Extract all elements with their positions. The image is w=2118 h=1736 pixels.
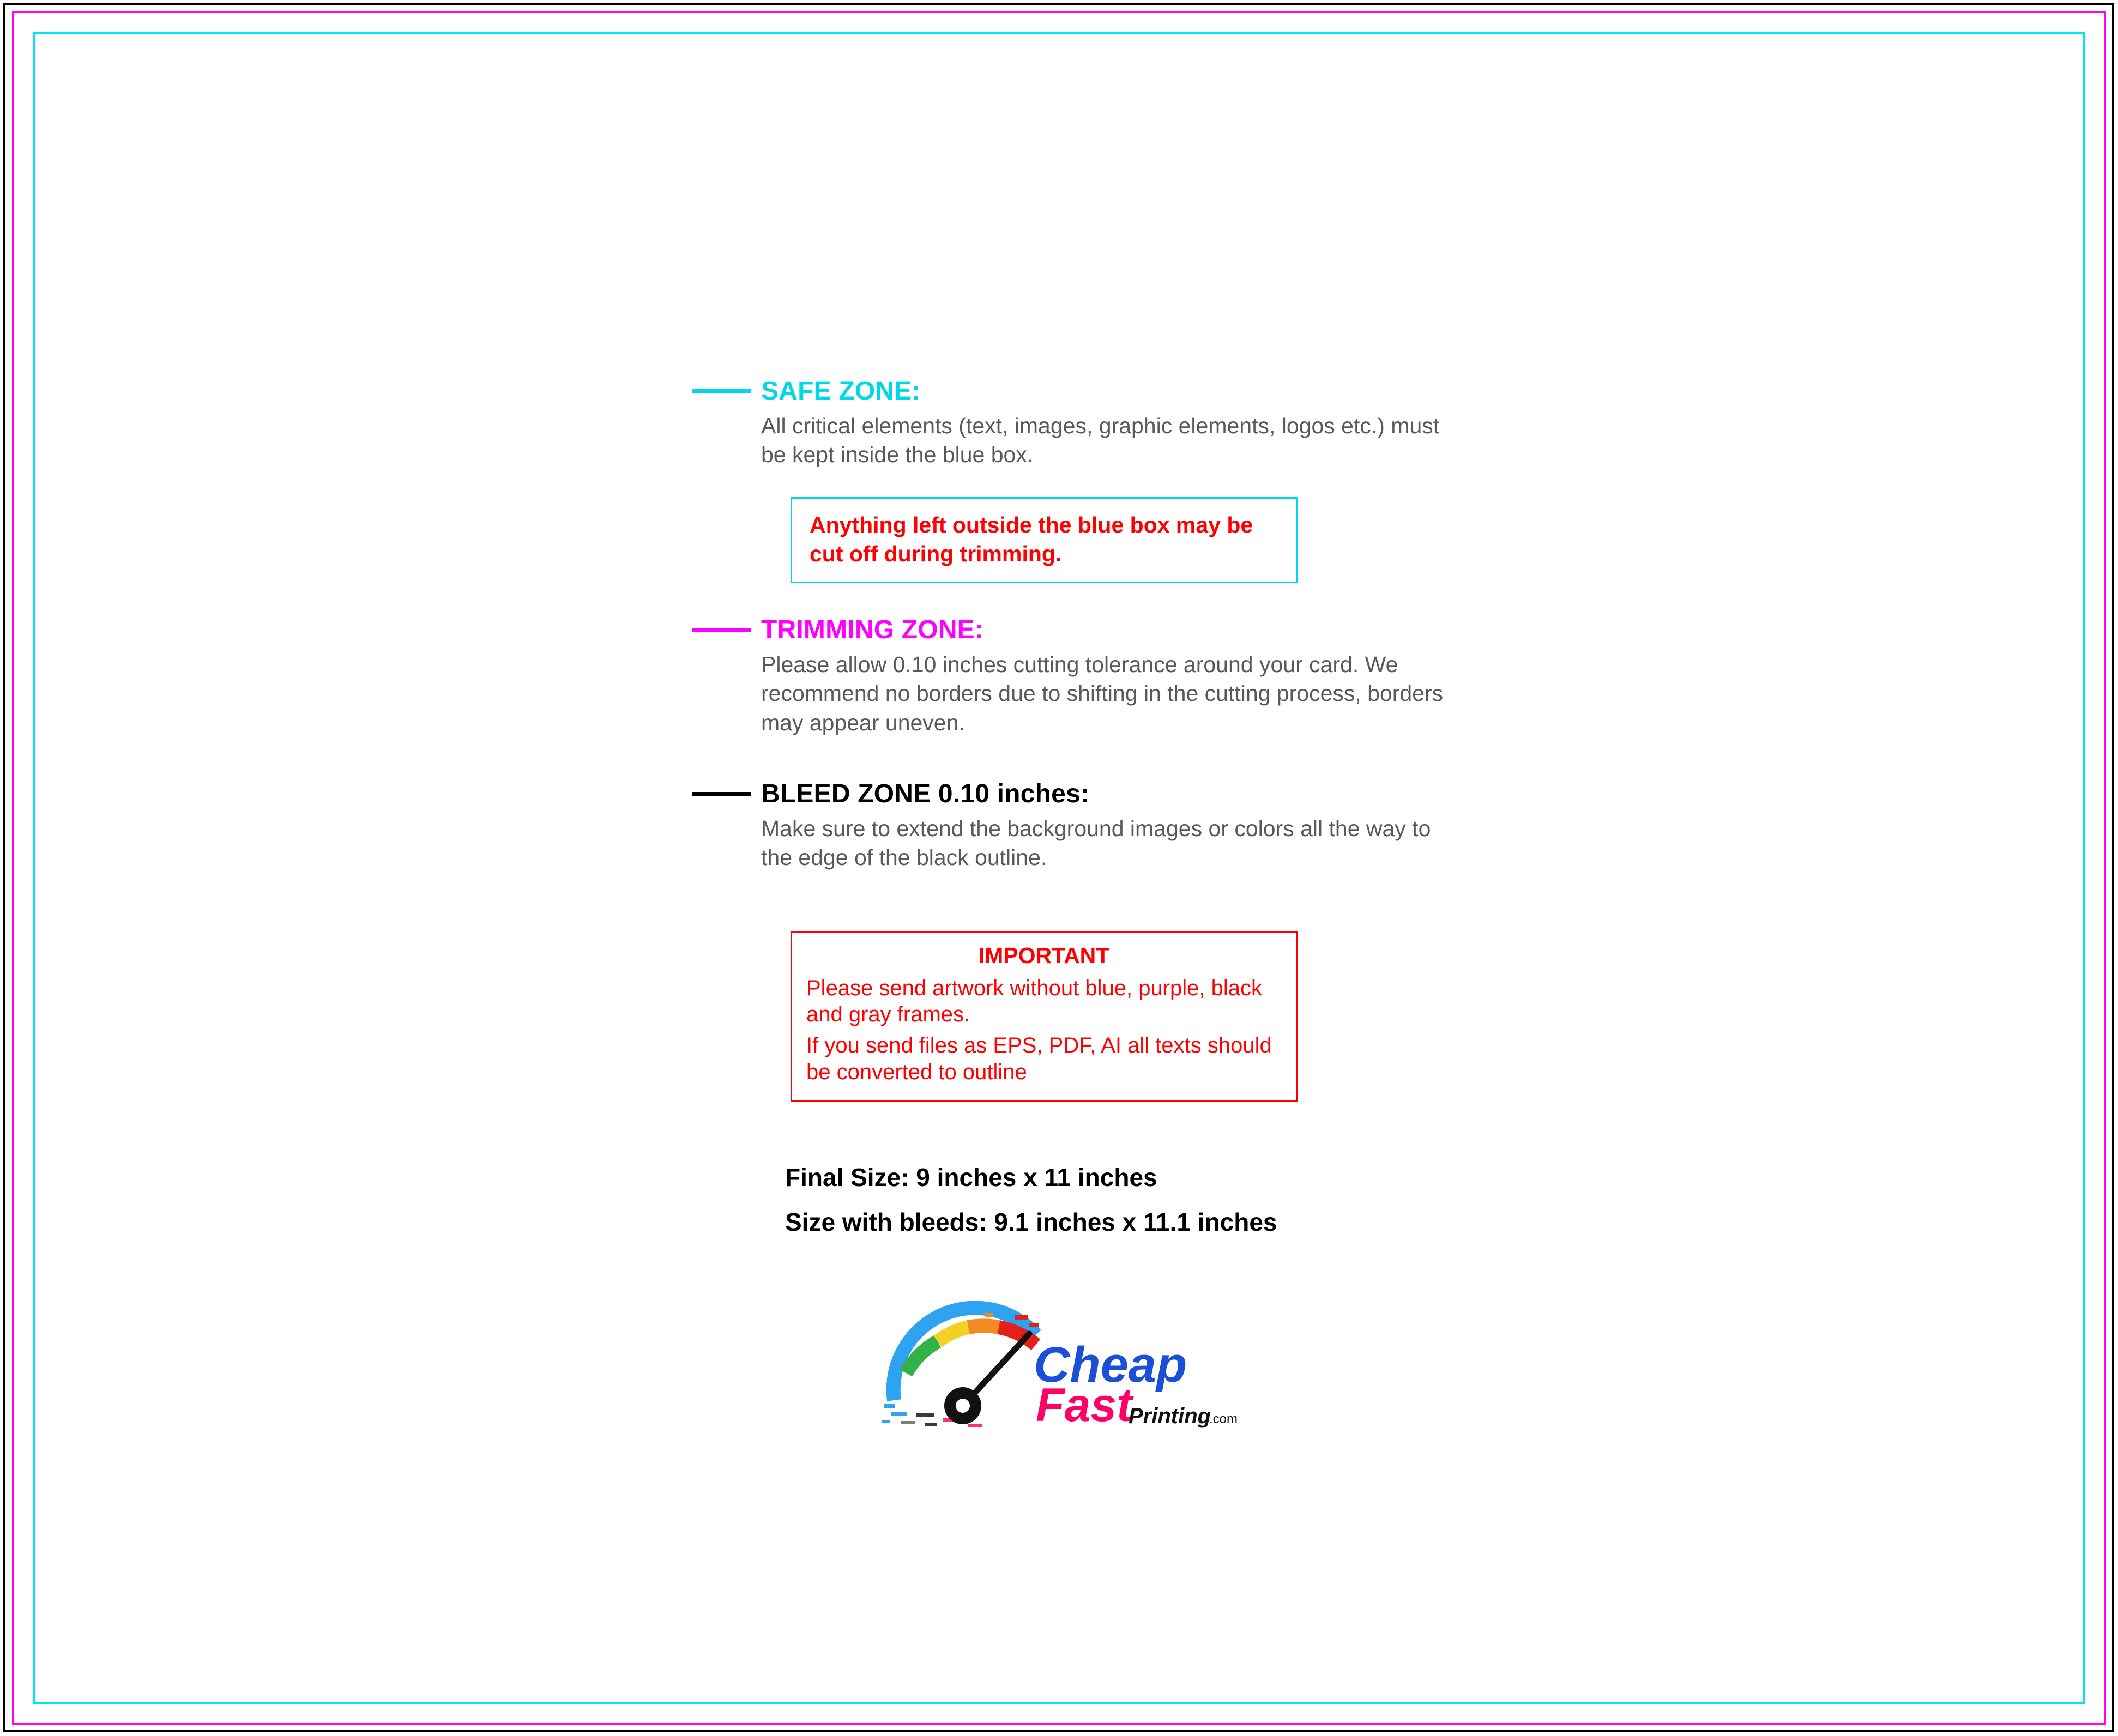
important-notice-line-2: If you send files as EPS, PDF, AI all texts should be converted to outline	[806, 1033, 1272, 1085]
bleed-zone-title: BLEED ZONE 0.10 inches:	[761, 779, 1090, 809]
cheapfastprinting-logo-icon	[872, 1275, 1254, 1449]
bleed-zone-color-swatch-icon	[692, 792, 751, 796]
logo-word-domain: .com	[1209, 1411, 1238, 1426]
section-safe-zone	[692, 376, 1483, 470]
section-bleed-zone	[692, 779, 1483, 873]
spacer	[692, 743, 1483, 779]
trimming-zone-description: Please allow 0.10 inches cutting tolerance around your card. We recommend no borders due to shifting in the cutting process, borders may appear uneven.	[761, 652, 1444, 735]
instructions-panel	[692, 376, 1483, 1449]
size-summary	[785, 1163, 1483, 1237]
logo-word-printing: Printing	[1129, 1404, 1211, 1428]
important-notice-line-1: Please send artwork without blue, purple, black and gray frames.	[806, 976, 1263, 1027]
safe-zone-color-swatch-icon	[692, 389, 751, 393]
bleed-size-text: Size with bleeds: 9.1 inches x 11.1 inches	[785, 1207, 1277, 1236]
trim-warning-text: Anything left outside the blue box may be cut off during trimming.	[810, 512, 1253, 566]
logo-word-cheap: Cheap	[1034, 1336, 1187, 1393]
bleed-zone-description: Make sure to extend the background images or colors all the way to the edge of the black outline.	[761, 816, 1431, 870]
trimming-zone-title: TRIMMING ZONE:	[761, 615, 984, 645]
bleed-zone-heading-row	[692, 779, 1483, 809]
trim-warning-box	[791, 497, 1298, 584]
logo-word-fast: Fast	[1036, 1378, 1132, 1431]
section-trimming-zone	[692, 615, 1483, 737]
company-logo	[872, 1275, 1254, 1449]
final-size-text: Final Size: 9 inches x 11 inches	[785, 1163, 1157, 1191]
safe-zone-description: All critical elements (text, images, graphic elements, logos etc.) must be kept inside the blue box.	[761, 413, 1440, 468]
important-notice-box	[791, 931, 1298, 1102]
trimming-zone-heading-row	[692, 615, 1483, 645]
trimming-zone-color-swatch-icon	[692, 628, 751, 632]
safe-zone-heading-row	[692, 376, 1483, 406]
important-notice-title: IMPORTANT	[978, 942, 1110, 968]
safe-zone-title: SAFE ZONE:	[761, 377, 921, 406]
